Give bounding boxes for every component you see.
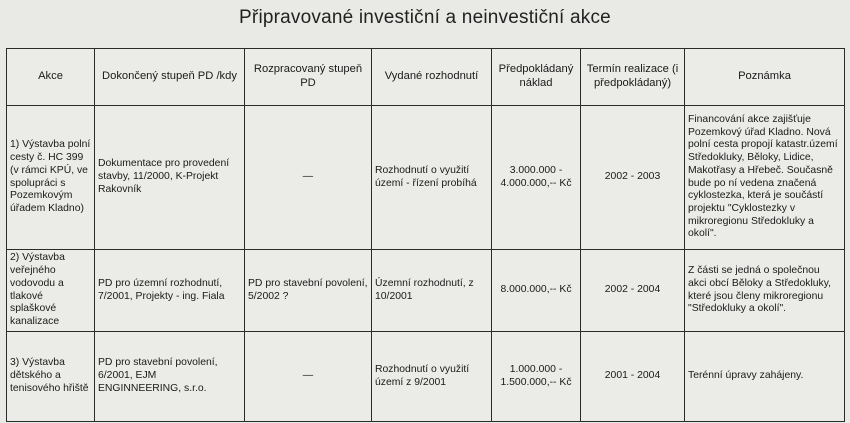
cell-rozpracovany: PD pro stavební povolení, 5/2002 ? — [245, 250, 372, 332]
cell-dokonceny: PD pro stavební povolení, 6/2001, EJM ENGINNEERING, s.r.o. — [95, 332, 245, 422]
cell-poznamka: Financování akce zajišťuje Pozemkový úřad Kladno. Nová polní cesta propojí katastr.území Středokluky, Běloky, Lidice, Makotřasy a Hřebeč. Současně bude po ní vedena značená cyklostezka, která je součástí projektu "Cyklostezky v mikroregionu Středokluky a okolí". — [685, 106, 845, 250]
cell-akce: 3) Výstavba dětského a tenisového hřiště — [7, 332, 95, 422]
cell-dokonceny: PD pro územní rozhodnutí, 7/2001, Projekty - ing. Fiala — [95, 250, 245, 332]
cell-naklad: 1.000.000 - 1.500.000,-- Kč — [492, 332, 581, 422]
cell-poznamka: Terénní úpravy zahájeny. — [685, 332, 845, 422]
investment-actions-table — [6, 48, 845, 422]
column-header-rozhodnuti: Vydané rozhodnutí — [372, 49, 492, 106]
cell-rozpracovany: — — [245, 332, 372, 422]
table-row — [7, 250, 845, 332]
cell-akce: 1) Výstavba polní cesty č. HC 399 (v rámci KPÚ, ve spolupráci s Pozemkovým úřadem Kladno) — [7, 106, 95, 250]
table-row — [7, 106, 845, 250]
cell-akce: 2) Výstavba veřejného vodovodu a tlakové splaškové kanalizace — [7, 250, 95, 332]
column-header-dokonceny: Dokončený stupeň PD /kdy — [95, 49, 245, 106]
page-title: Připravované investiční a neinvestiční akce — [239, 7, 611, 28]
cell-rozpracovany: — — [245, 106, 372, 250]
cell-termin: 2001 - 2004 — [581, 332, 685, 422]
cell-naklad: 3.000.000 - 4.000.000,-- Kč — [492, 106, 581, 250]
cell-poznamka: Z části se jedná o společnou akci obcí Běloky a Středokluky, které jsou členy mikroregionu "Středokluky a okolí". — [685, 250, 845, 332]
column-header-naklad: Předpokládaný náklad — [492, 49, 581, 106]
cell-naklad: 8.000.000,-- Kč — [492, 250, 581, 332]
column-header-termin: Termín realizace (i předpokládaný) — [581, 49, 685, 106]
table-row — [7, 332, 845, 422]
cell-rozhodnuti: Rozhodnutí o využití území z 9/2001 — [372, 332, 492, 422]
cell-rozhodnuti: Rozhodnutí o využití území - řízení probíhá — [372, 106, 492, 250]
cell-termin: 2002 - 2003 — [581, 106, 685, 250]
table-header-row — [7, 49, 845, 106]
cell-termin: 2002 - 2004 — [581, 250, 685, 332]
cell-rozhodnuti: Územní rozhodnutí, z 10/2001 — [372, 250, 492, 332]
column-header-rozpracovany: Rozpracovaný stupeň PD — [245, 49, 372, 106]
column-header-poznamka: Poznámka — [685, 49, 845, 106]
column-header-akce: Akce — [7, 49, 95, 106]
cell-dokonceny: Dokumentace pro provedení stavby, 11/2000, K-Projekt Rakovník — [95, 106, 245, 250]
